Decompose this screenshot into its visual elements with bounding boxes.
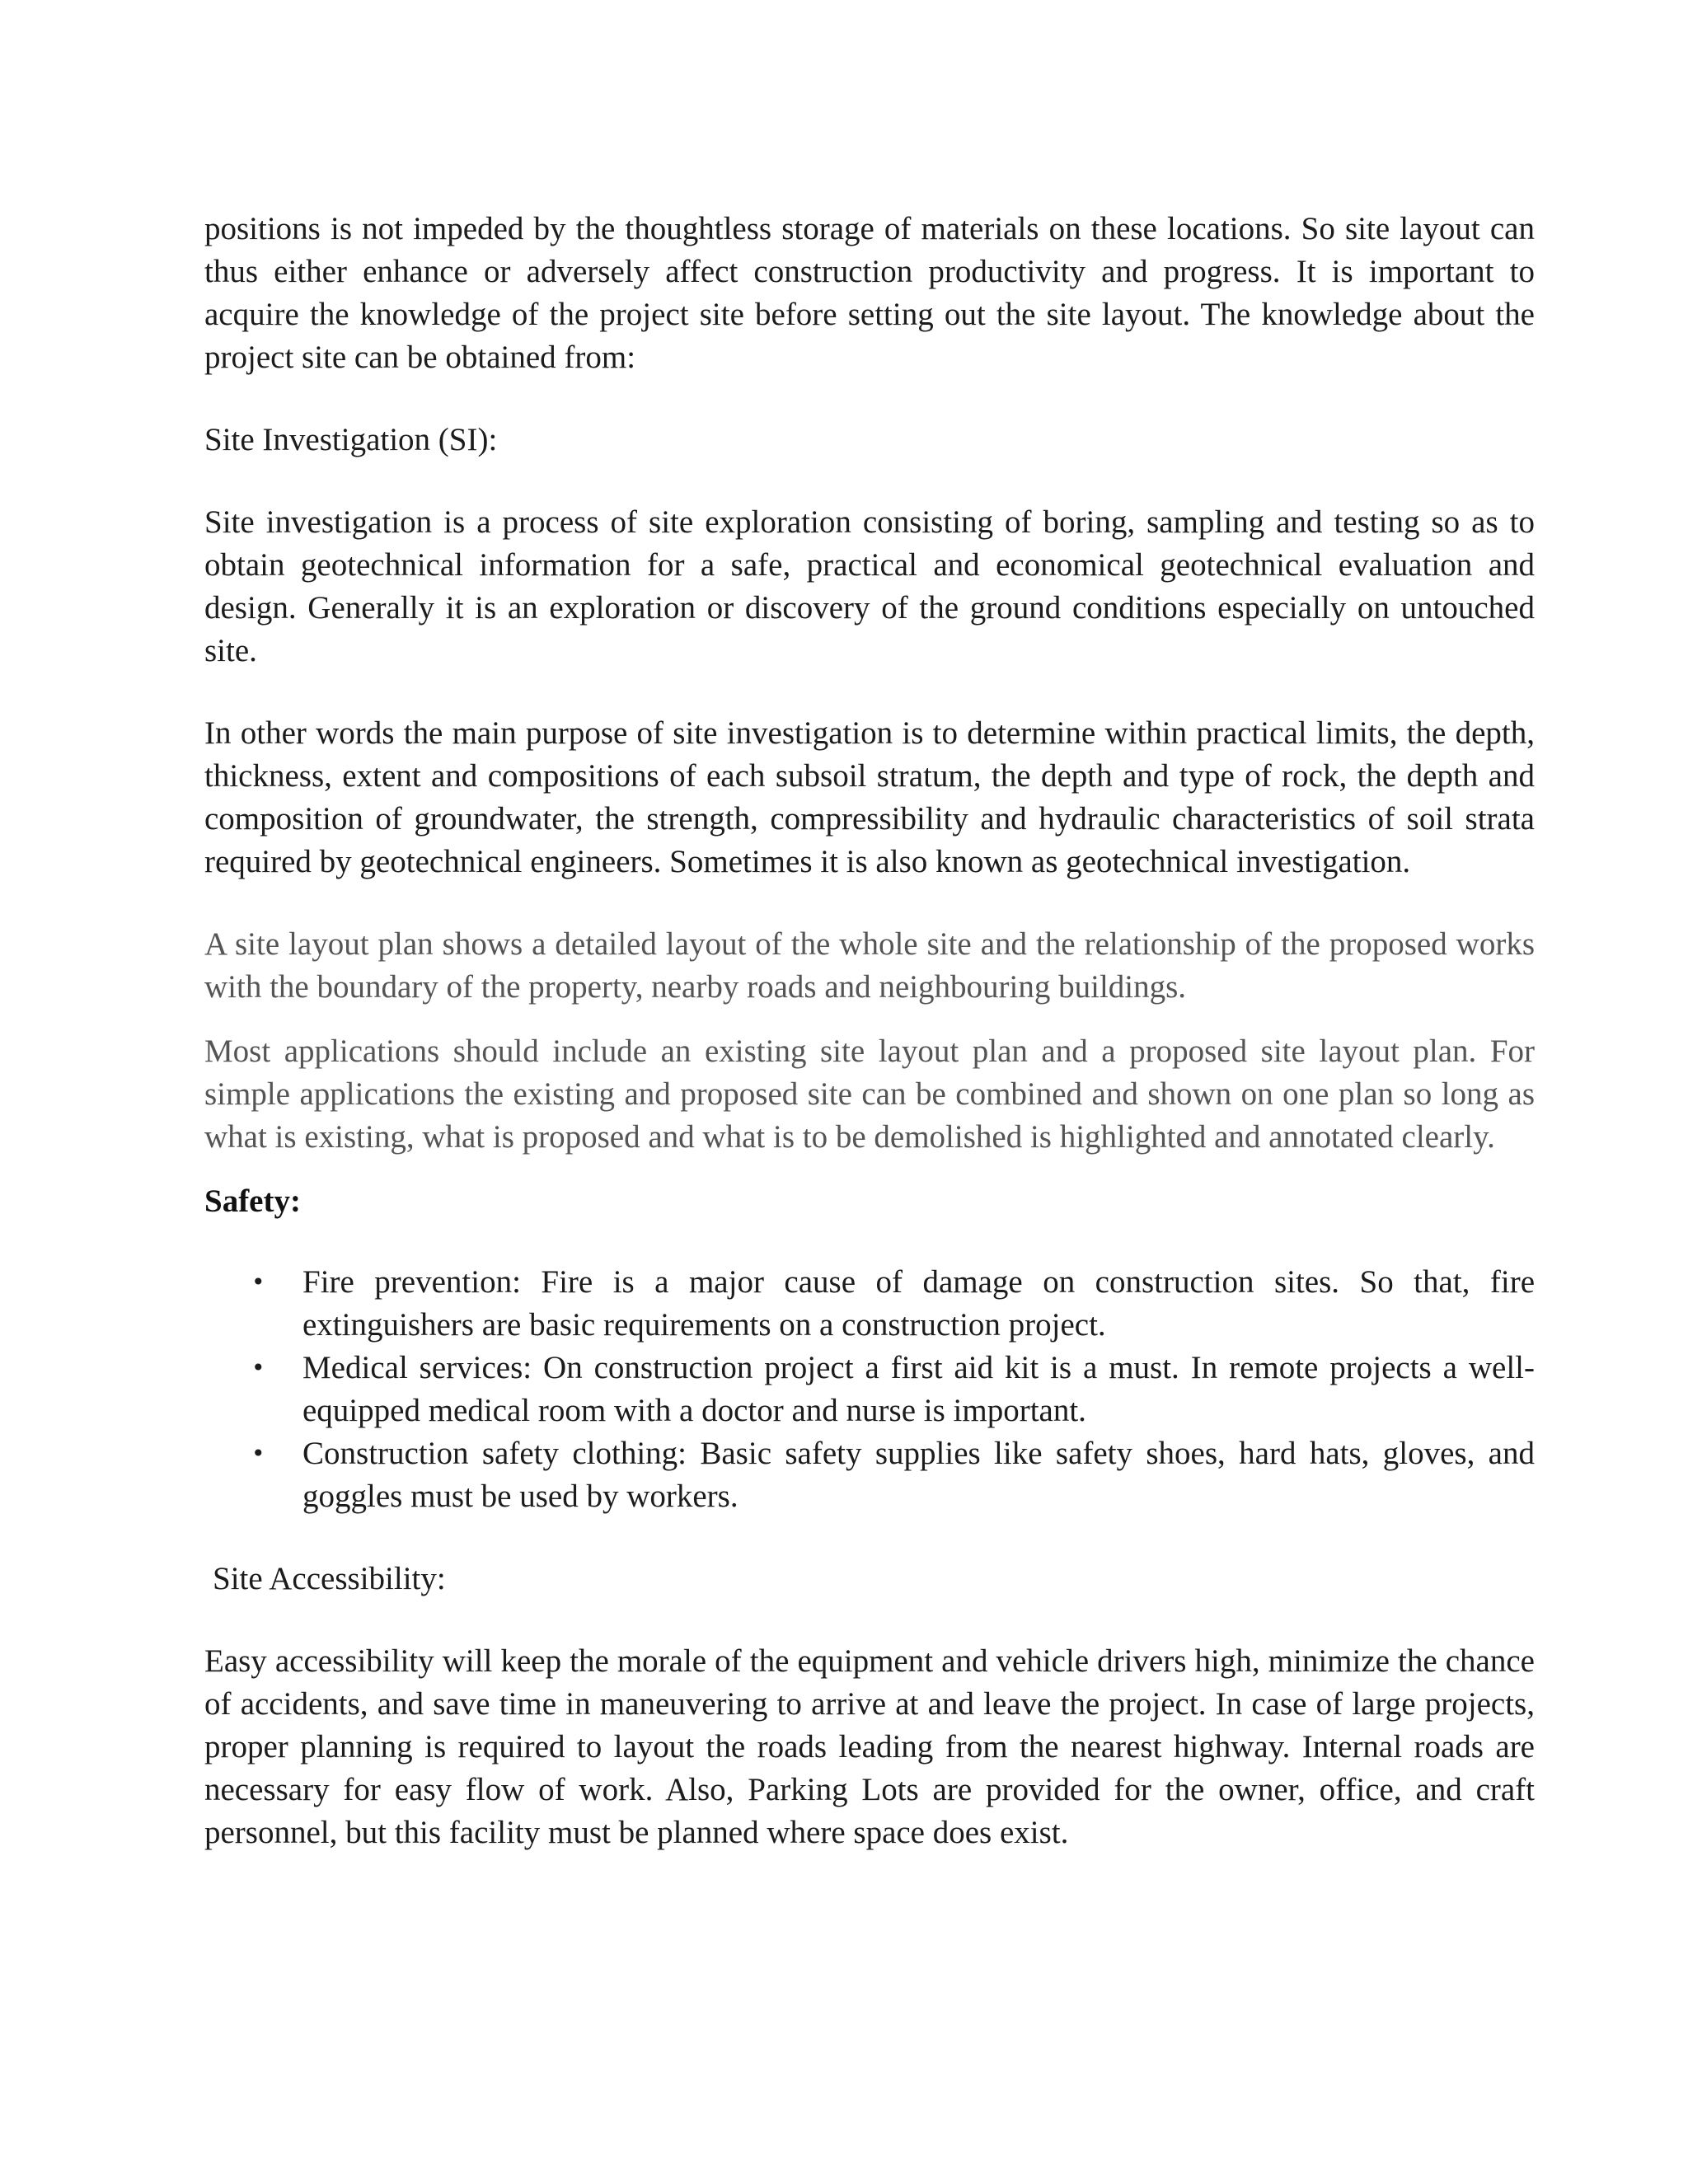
list-item [204,1432,1535,1518]
spacer [204,1601,1535,1640]
site-investigation-definition: Site investigation is a process of site exploration consisting of boring, sampling and testing so as to obtain geotechnical information for a safe, practical and economical geotechnical evaluation and design. Generally it is an exploration or discovery of the ground conditions especially on untouched site. [204,504,1535,668]
list-item [204,1261,1535,1347]
spacer [204,883,1535,923]
spacer [204,1009,1535,1030]
spacer [204,379,1535,419]
safety-heading: Safety: [204,1183,301,1219]
safety-item-fire-prevention: Fire prevention: Fire is a major cause of damage on construction sites. So that, fire extinguishers are basic requirements on a construction project. [302,1264,1535,1343]
site-layout-plan-paragraph: A site layout plan shows a detailed layout of the whole site and the relationship of the proposed works with the boundary of the property, nearby roads and neighbouring buildings. [204,926,1535,1005]
site-accessibility-heading: Site Accessibility: [213,1561,446,1596]
list-item [204,1347,1535,1432]
site-investigation-heading: Site Investigation (SI): [204,422,498,457]
safety-list [204,1261,1535,1518]
intro-paragraph: positions is not impeded by the thoughtless storage of materials on these locations. So site layout can thus either enhance or adversely affect construction productivity and progress. It is important to acquire the knowledge of the project site before setting out the site layout. The knowledge about the project site can be obtained from: [204,211,1535,375]
safety-item-safety-clothing: Construction safety clothing: Basic safety supplies like safety shoes, hard hats, gloves, and goggles must be used by workers. [302,1436,1535,1514]
site-accessibility-paragraph: Easy accessibility will keep the morale of the equipment and vehicle drivers high, minimize the chance of accidents, and save time in maneuvering to arrive at and leave the project. In case of large projects, proper planning is required to layout the roads leading from the nearest highway. Internal roads are necessary for easy flow of work. Also, Parking Lots are provided for the owner, office, and craft personnel, but this facility must be planned where space does exist. [204,1643,1535,1850]
spacer [204,1223,1535,1261]
bullet-icon: • [251,1440,265,1467]
bullet-icon: • [251,1268,265,1296]
spacer [204,462,1535,501]
document-page [204,208,1535,1854]
spacer [204,1518,1535,1558]
site-investigation-purpose: In other words the main purpose of site investigation is to determine within practical limits, the depth, thickness, extent and compositions of each subsoil stratum, the depth and type of rock, the depth and composition of groundwater, the strength, compressibility and hydraulic characteristics of soil strata required by geotechnical engineers. Sometimes it is also known as geotechnical investigation. [204,715,1535,879]
spacer [204,1159,1535,1180]
safety-item-medical-services: Medical services: On construction project a first aid kit is a must. In remote projects a well-equipped medical room with a doctor and nurse is important. [302,1350,1535,1428]
applications-paragraph: Most applications should include an existing site layout plan and a proposed site layout plan. For simple applications the existing and proposed site can be combined and shown on one plan so long as what is existing, what is proposed and what is to be demolished is highlighted and annotated clearly. [204,1033,1535,1155]
spacer [204,673,1535,712]
bullet-icon: • [251,1354,265,1381]
